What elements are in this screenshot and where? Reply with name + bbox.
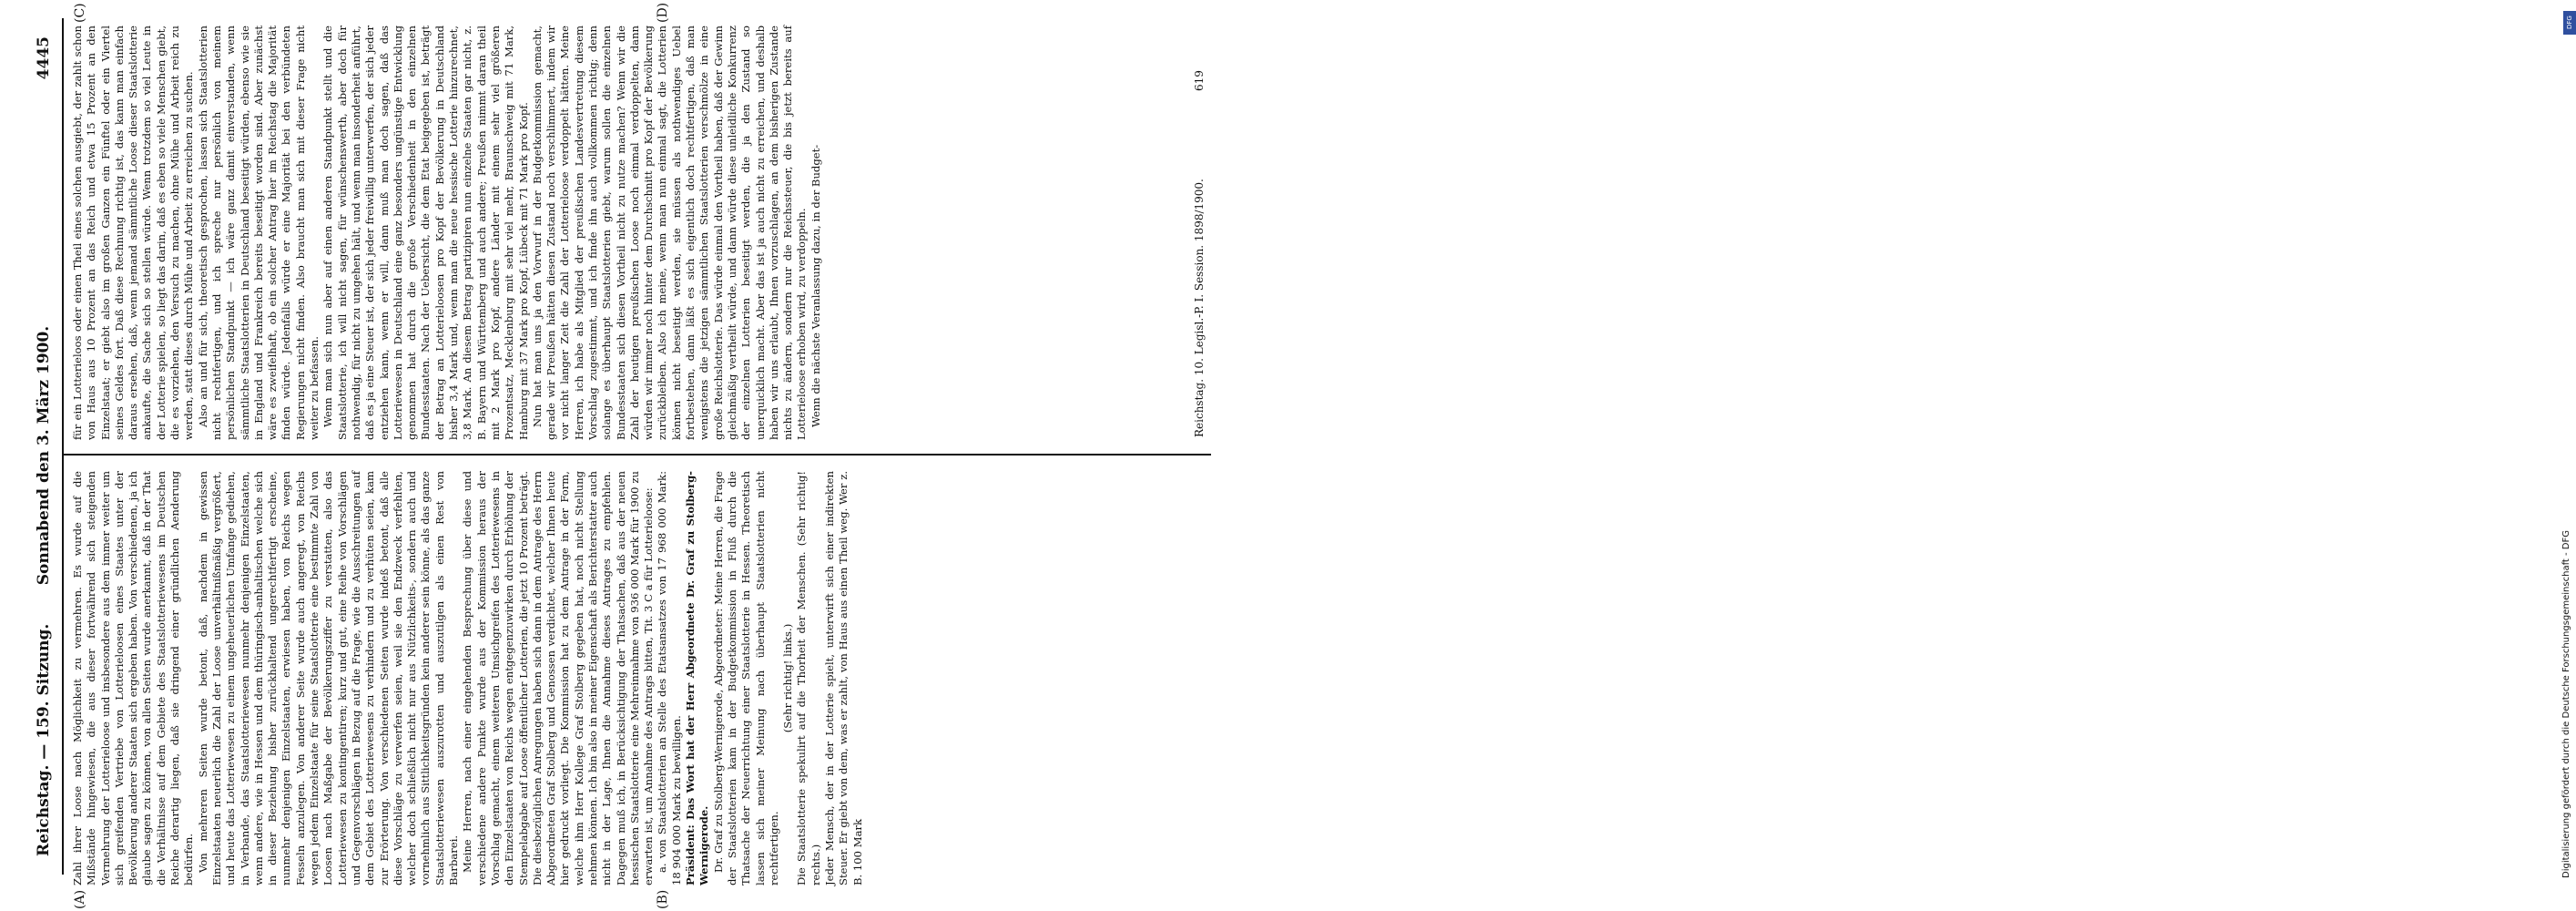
paragraph: Jeder Mensch, der in der Lotterie spielt, unterwirft sich einer indirekten Steuer. Er giebt von dem, was er zahlt, von Haus aus einen Theil weg. Wer z. B. 100 Mark (823, 471, 864, 885)
speaker-intro: Präsident: Das Wort hat der Herr Abgeordnete Dr. Graf zu Stolberg-Wernigerode. (684, 471, 711, 885)
left-column (71, 471, 1209, 885)
digitization-credit: Digitalisierung gefördert durch die Deutsche Forschungsgemeinschaft - DFG (2561, 529, 2571, 878)
page-number: 4445 (35, 36, 53, 80)
motion-item: a. von Staatslotterien an Stelle des Etatsansatzes von 17 968 000 Mark: 18 904 000 Mark zu bewilligen. (656, 471, 683, 885)
credit-strip (1278, 4, 2573, 907)
dfg-logo: DFG (2563, 11, 2576, 35)
paragraph: Die Staatslotterie spekulirt auf die Thorheit der Menschen. (Sehr richtig! rechts.) (795, 471, 822, 885)
paragraph: Wenn die nächste Veranlassung dazu, in der Budget- (809, 144, 822, 427)
paragraph: Dr. Graf zu Stolberg-Wernigerode, Abgeordneter: Meine Herren, die Frage der Staatslotterien kam in der Budgetkommission in Fluß durch die Thatsache der Neuerrichtung einer Staatslotterie in Hessen. Theoretisch lassen sich meiner Meinung nach überhaupt Staatslotterien nicht rechtfertigen. (711, 471, 780, 885)
header-session: Reichstag. — 159. Sitzung. (35, 623, 53, 856)
header-rule (62, 18, 64, 875)
paragraph: für ein Lotterieloos oder einen Theil eines solchen ausgiebt, der zahlt schon von Haus aus 10 Prozent an das Reich und etwa 15 Prozent an den Einzelstaat; er giebt also im großen Ganzen ein Fünftel oder ein Viertel seines Geldes fort. Daß diese Rechnung richtig ist, das kann man einfach daraus ersehen, daß, wenn jemand sämmtliche Loose dieser Staatslotterie ankaufte, die Sache sich so stellen würde. Wenn trotzdem so viel Leute in der Lotterie spielen, so liegt das darin, daß es eben so viele Menschen giebt, die es vorziehen, den Versuch zu machen, ohne Mühe und Arbeit reich zu werden, statt dieses durch Mühe und Arbeit zu erreichen zu suchen. (71, 26, 196, 440)
paragraph: Zahl ihrer Loose nach Möglichkeit zu vermehren. Es wurde auf die Mißstände hingewiesen, die aus dieser fortwährend sich steigenden Vermehrung der Lotterieloose und insbesondere aus dem immer weiter um sich greifenden Vertriebe von Lotterieloosen eines Staates unter der Bevölkerung anderer Staaten sich ergeben haben. Von verschiedenen, ja ich glaube sagen zu können, von allen Seiten wurde anerkannt, daß in der That die Verhältnisse auf dem Gebiete des Staatslotteriewesens im Deutschen Reiche derartig liegen, daß sie dringend einer gründlichen Aenderung bedürfen. (71, 471, 196, 885)
column-divider (64, 454, 1211, 456)
paragraph: Wenn man sich nun aber auf einen anderen Standpunkt stellt und die Staatslotterie, ich will nicht sagen, für wünschenswerth, aber doch für nothwendig, für nicht zu umgehen hält, und wenn man insonderheit anführt, daß es ja eine Steuer ist, der sich jeder freiwillig unterwerfen, der sich jeder entziehen kann, wenn er will, dann muß man doch sagen, daß das Lotteriewesen in Deutschland eine ganz besonders ungünstige Entwicklung genommen hat durch die große Verschiedenheit in den einzelnen Bundesstaaten. Nach der Uebersicht, die dem Etat beigegeben ist, beträgt der Betrag an Lotterieloosen pro Kopf der Bevölkerung in Deutschland bisher 3,4 Mark und, wenn man die neue hessische Lotterie hinzurechnet, 3,8 Mark. An diesem Betrag partizipiren nun einzelne Staaten gar nicht, z. B. Bayern und Württemberg und auch andere; Preußen nimmt daran theil mit 2 Mark pro Kopf, andere Länder mit einem sehr viel größeren Prozentsatz, Mecklenburg mit sehr viel mehr, Braunschweig mit 71 Mark, Hamburg mit 37 Mark pro Kopf, Lübeck mit 71 Mark pro Kopf. (321, 26, 530, 440)
paragraph: Von mehreren Seiten wurde betont, daß, nachdem in gewissen Einzelstaaten neuerlich die Zahl der Loose unverhältnißmäßig vergrößert, und heute das Lotteriewesen zu einem ungeheuerlichen Umfange gediehen, in Verbande, das Staatslotteriewesen nunmehr denjenigen Einzelstaaten, wenn andere, wie in Hessen und dem thüringisch-anhaltischen welche sich in dieser Beziehung bisher zurückhaltend ungerechtfertigt erscheine, nunmehr denjenigen Einzelstaaten, erwiesen haben, von Reichs wegen Fesseln anzulegen. Von anderer Seite wurde auch angeregt, von Reichs wegen jedem Einzelstaate für seine Staatslotterie eine bestimmte Zahl von Loosen nach Maßgabe der Bevölkerungsziffer zu verstatten, also das Lotteriewesen zu kontingentiren; kurz und gut, eine Reihe von Vorschlägen und Gegenvorschlägen in Bezug auf die Frage, wie die Ausschreitungen auf dem Gebiet des Lotteriewesens zu verhindern und zu verhüten seien, kam zur Erörterung. Von verschiedenen Seiten wurde indeß betont, daß alle diese Vorschläge zu verwerfen seien, weil sie den Endzweck verfehlten, welcher doch schließlich nicht nur aus Nützlichkeits-, sondern auch und vornehmlich aus Sittlichkeitsgründen kein anderer sein könne, als das ganze Staatslotteriewesen auszurotten und auszutilgen als einen Rest von Barbarei. (196, 471, 461, 885)
paragraph: Meine Herren, nach einer eingehenden Besprechung über diese und verschiedene andere Punkte wurde aus der Kommission heraus der Vorschlag gemacht, einem weiteren Umsichgreifen des Lotteriewesens in den Einzelstaaten von Reichs wegen entgegenzuwirken durch Erhöhung der Stempelabgabe auf Loose öffentlicher Lotterien, die jetzt 10 Prozent beträgt. Die diesbezüglichen Anregungen haben sich dann in dem Antrage des Herrn Abgeordneten Graf Stolberg und Genossen verdichtet, welcher Ihnen heute hier gedruckt vorliegt. Die Kommission hat zu dem Antrage in der Form, welche ihm Herr Kollege Graf Stolberg gegeben hat, noch nicht Stellung nehmen können. Ich bin also in meiner Eigenschaft als Berichterstatter auch nicht in der Lage, Ihnen die Annahme dieses Antrages zu empfehlen. Dagegen muß ich, in Berücksichtigung der Thatsachen, daß aus der neuen hessischen Staatslotterie eine Mehreinnahme von 936 000 Mark für 1900 zu erwarten ist, um Annahme des Antrags bitten, Tit. 3 C a für Lotterieloose: (461, 470, 656, 885)
footer-sheet-number: 619 (1193, 70, 1206, 91)
margin-mark-d: (D) (656, 2, 670, 23)
margin-mark-b: (B) (656, 889, 670, 909)
interjection: (Sehr richtig! links.) (781, 623, 795, 733)
header-date: Sonnabend den 3. März 1900. (35, 325, 53, 586)
paragraph: Nun hat man uns ja den Vorwurf in der Budgetkommission gemacht, gerade wir Preußen hätten diesen Zustand noch verschlimmert, indem wir vor nicht langer Zeit die Zahl der Lotterieloose verdoppelt hätten. Meine Herren, ich habe als Mitglied der preußischen Landesvertretung diesem Vorschlag zugestimmt, und ich finde ihn auch vollkommen richtig; denn solange es überhaupt Staatslotterien giebt, warum sollen die einzelnen Bundesstaaten sich diesen Vortheil nicht zu nutze machen? Wenn wir die Zahl der heutigen preußischen Loose noch einmal verdoppelten, dann würden wir immer noch hinter dem Durchschnitt pro Kopf der Bevölkerung zurückbleiben. Also ich meine, wenn man nun einmal sagt, die Lotterien können nicht beseitigt werden, sie müssen als nothwendiges Uebel fortbestehen, dann läßt es sich eigentlich doch rechtfertigen, daß man wenigstens die jetzigen sämmtlichen Staatslotterien verschmölze in eine große Reichslotterie. Das würde einmal den Vortheil haben, daß der Gewinn gleichmäßig vertheilt würde, und dann würde diese unleidliche Konkurrenz der einzelnen Lotterien beseitigt werden, die ja den Zustand so unerquicklich macht. Aber das ist ja auch nicht zu erreichen, und deshalb haben wir uns erlaubt, Ihnen vorzuschlagen, an dem bisherigen Zustande nichts zu ändern, sondern nur die Reichssteuer, die bis jetzt bereits auf Lotterieloose erhoben wird, zu verdoppeln. (530, 26, 809, 440)
newspaper-page (27, 0, 1247, 911)
right-column (71, 26, 1209, 440)
margin-mark-c: (C) (73, 3, 87, 23)
margin-mark-a: (A) (73, 889, 87, 909)
paragraph: Also an und für sich, theoretisch gesprochen, lassen sich Staatslotterien nicht rechtfertigen, und ich spreche nur persönlich von meinem persönlichen Standpunkt — ich wäre ganz damit einverstanden, wenn sämmtliche Staatslotterien in Deutschland beseitigt würden, ebenso wie sie in England und Frankreich bereits beseitigt worden sind. Aber zunächst wäre es zweifelhaft, ob ein solcher Antrag hier im Reichstag die Majorität finden würde. Jedenfalls würde er eine Majorität bei den verbündeten Regierungen nicht finden. Also braucht man sich mit dieser Frage nicht weiter zu befassen. (196, 26, 321, 440)
footer-session-info: Reichstag. 10. Legisl.-P. I. Session. 1898/1900. (1193, 179, 1206, 437)
